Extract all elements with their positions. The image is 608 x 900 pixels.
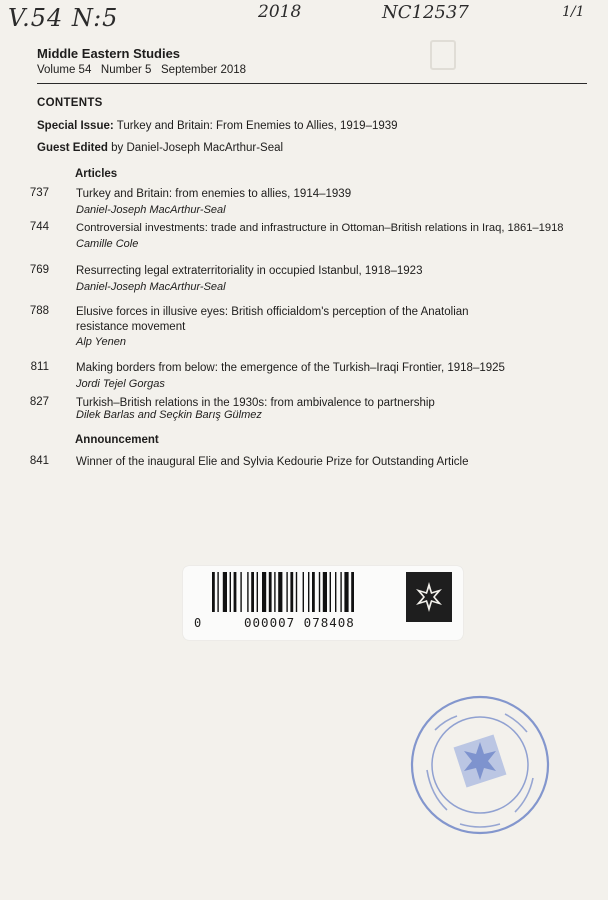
article-title: Turkish–British relations in the 1930s: from ambivalence to partnership <box>76 397 435 409</box>
announcement-heading: Announcement <box>75 434 159 446</box>
announcement-page: 841 <box>29 455 49 467</box>
issue-info: Volume 54 Number 5 September 2018 <box>37 64 247 76</box>
library-stamp-icon <box>405 690 555 840</box>
barcode-bars-icon <box>212 572 390 616</box>
contents-heading: CONTENTS <box>37 97 103 109</box>
article-author: Daniel-Joseph MacArthur-Seal <box>76 281 226 293</box>
article-author: Camille Cole <box>76 238 139 250</box>
article-page: 788 <box>29 305 49 317</box>
articles-heading: Articles <box>75 168 118 180</box>
barcode-number: 000007 078408 <box>244 615 355 630</box>
announcement-title: Winner of the inaugural Elie and Sylvia Kedourie Prize for Outstanding Article <box>76 456 469 468</box>
handwritten-volume-note: V.54 N:5 <box>8 4 119 32</box>
special-issue-title: Turkey and Britain: From Enemies to Allies, 1919–1939 <box>116 120 398 132</box>
barcode-leading-digit: 0 <box>194 616 202 630</box>
handwritten-page-note: 1/1 <box>562 4 585 20</box>
guest-editor-line <box>37 142 283 154</box>
article-page: 769 <box>29 264 49 276</box>
article-title: Elusive forces in illusive eyes: British officialdom's perception of the Anatolian resistance movement <box>76 306 469 333</box>
handwritten-year-note: 2018 <box>258 2 302 22</box>
handwritten-code-note: NC12537 <box>382 2 469 23</box>
show-through-logo-icon <box>430 40 456 70</box>
article-title: Controversial investments: trade and infrastructure in Ottoman–British relations in Iraq, 1861–1918 <box>76 222 564 234</box>
article-author: Dilek Barlas and Seçkin Barış Gülmez <box>76 409 262 421</box>
journal-title: Middle Eastern Studies <box>37 46 181 61</box>
article-title: Resurrecting legal extraterritoriality in occupied Istanbul, 1918–1923 <box>76 265 423 277</box>
special-issue-label: Special Issue: <box>37 120 114 132</box>
article-page: 827 <box>29 396 49 408</box>
article-author: Alp Yenen <box>76 336 126 348</box>
article-title: Turkey and Britain: from enemies to allies, 1914–1939 <box>76 188 352 200</box>
guest-editor-name: by Daniel-Joseph MacArthur-Seal <box>111 142 284 154</box>
article-title: Making borders from below: the emergence of the Turkish–Iraqi Frontier, 1918–1925 <box>76 362 505 374</box>
guest-edited-label: Guest Edited <box>37 142 108 154</box>
special-issue-line <box>37 120 398 132</box>
article-page: 737 <box>29 187 49 199</box>
article-author: Jordi Tejel Gorgas <box>76 378 165 390</box>
article-page: 744 <box>29 221 49 233</box>
article-page: 811 <box>30 361 49 373</box>
star-emblem-icon <box>406 572 452 622</box>
header-divider <box>37 83 587 84</box>
article-author: Daniel-Joseph MacArthur-Seal <box>76 204 226 216</box>
